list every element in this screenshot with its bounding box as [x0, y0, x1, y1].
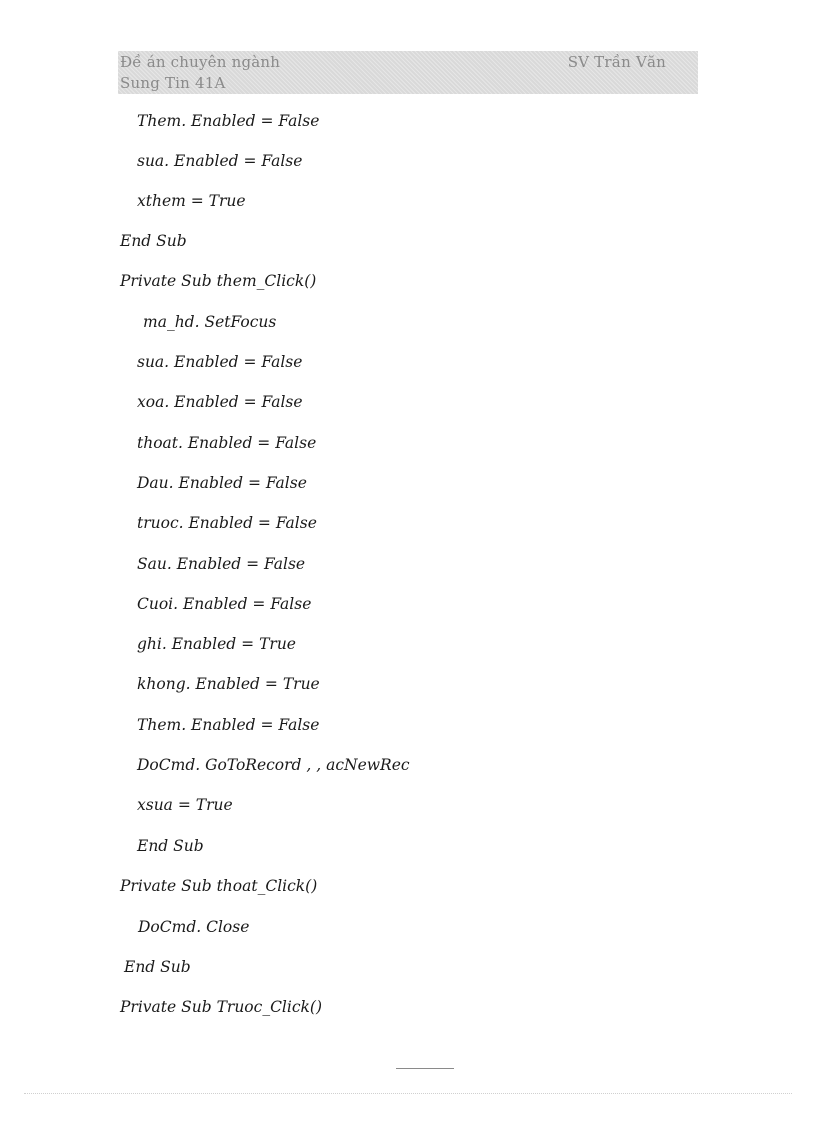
code-line: End Sub — [137, 837, 204, 855]
code-line: Private Sub Truoc_Click() — [120, 998, 323, 1016]
code-line: sua. Enabled = False — [137, 353, 303, 371]
header-title: Đề án chuyên ngành — [120, 53, 281, 71]
code-line: xoa. Enabled = False — [137, 393, 303, 411]
code-line: Them. Enabled = False — [137, 716, 320, 734]
code-line: ma_hd. SetFocus — [143, 313, 277, 331]
code-line: End Sub — [124, 958, 191, 976]
page-bottom-border — [24, 1093, 792, 1094]
footer-rule — [396, 1068, 454, 1069]
code-line: DoCmd. Close — [138, 918, 250, 936]
code-line: Cuoi. Enabled = False — [137, 595, 312, 613]
header-class: Sung Tin 41A — [120, 74, 226, 92]
code-line: xthem = True — [137, 192, 246, 210]
code-line: xsua = True — [137, 796, 233, 814]
code-line: Sau. Enabled = False — [137, 555, 306, 573]
code-line: sua. Enabled = False — [137, 152, 303, 170]
code-line: khong. Enabled = True — [137, 675, 320, 693]
header-author: SV Trần Văn — [567, 53, 666, 71]
code-line: Dau. Enabled = False — [137, 474, 307, 492]
code-line: thoat. Enabled = False — [137, 434, 317, 452]
code-line: End Sub — [120, 232, 187, 250]
code-line: Them. Enabled = False — [137, 112, 320, 130]
code-line: DoCmd. GoToRecord , , acNewRec — [137, 756, 410, 774]
page-header — [118, 51, 698, 94]
code-line: truoc. Enabled = False — [137, 514, 317, 532]
code-line: Private Sub them_Click() — [120, 272, 317, 290]
code-line: Private Sub thoat_Click() — [120, 877, 318, 895]
code-line: ghi. Enabled = True — [137, 635, 296, 653]
